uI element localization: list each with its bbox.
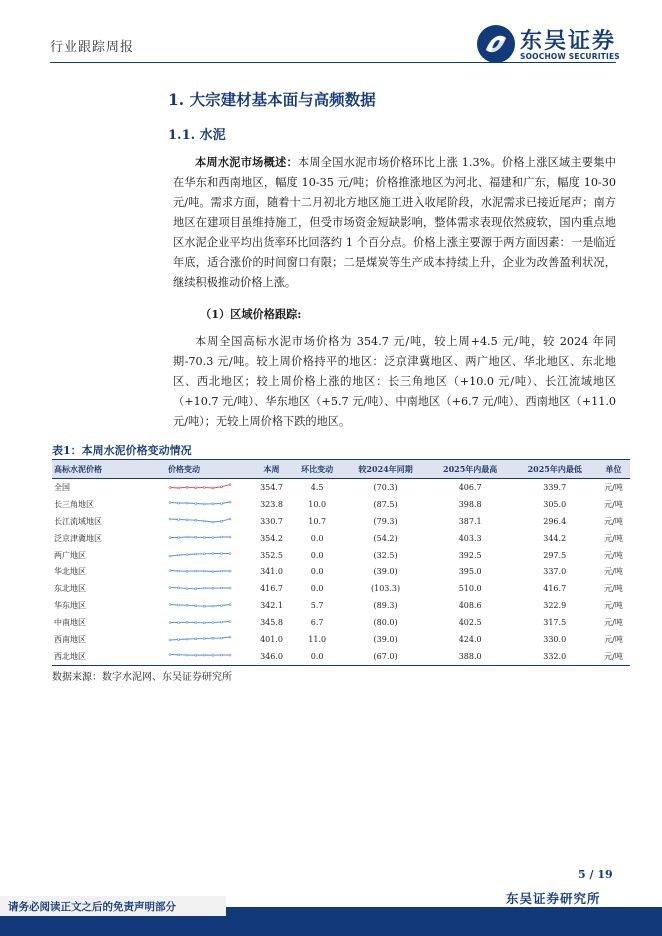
sparkline-point bbox=[220, 520, 222, 522]
wow-change: 0.0 bbox=[310, 567, 324, 577]
sparkline-point bbox=[169, 603, 171, 605]
wow-change: 10.0 bbox=[308, 499, 327, 509]
sparkline-point bbox=[195, 553, 197, 555]
sparkline-point bbox=[178, 487, 180, 489]
table-row bbox=[52, 648, 630, 665]
yoy-change: (79.3) bbox=[373, 516, 398, 526]
current-price: 401.0 bbox=[260, 634, 283, 644]
regional-price-paragraph: 本周全国高标水泥市场价格为 354.7 元/吨，较上周+4.5 元/吨，较 2024 年同期-70.3 元/吨。较上周价格持平的地区：泛京津冀地区、两广地区、华北地区、东北地区、西北地区；较上周价格上涨的地区：长三角地区（+10.0 元/吨）、长江流域地区（+10.7 元/吨）、华东地区（+5.7 元/吨）、中南地区（+6.7 元/吨）、西南地区（+11.0 元/吨）；无较上周价格下跌的地区。 bbox=[173, 335, 616, 428]
sparkline-point bbox=[169, 654, 171, 656]
sparkline-point bbox=[186, 536, 188, 538]
price-trend-sparkline bbox=[166, 631, 252, 648]
sparkline-point bbox=[178, 621, 180, 623]
header-cell: 单位 bbox=[597, 460, 630, 479]
sparkline-point bbox=[220, 637, 222, 639]
year-high: 403.3 bbox=[458, 533, 482, 543]
region-name: 东北地区 bbox=[54, 584, 86, 594]
year-low: 297.5 bbox=[543, 550, 567, 560]
year-high: 402.5 bbox=[458, 618, 482, 628]
region-name: 长三角地区 bbox=[54, 499, 94, 509]
unit: 元/吨 bbox=[604, 601, 623, 611]
sparkline-point bbox=[195, 570, 197, 572]
year-low: 344.2 bbox=[543, 533, 567, 543]
region-name: 泛京津冀地区 bbox=[54, 533, 102, 543]
sparkline-point bbox=[186, 487, 188, 489]
year-low: 305.0 bbox=[543, 499, 567, 509]
year-low: 416.7 bbox=[543, 584, 567, 594]
sparkline-chart bbox=[168, 566, 232, 576]
year-low: 317.5 bbox=[543, 618, 567, 628]
sparkline-point bbox=[229, 620, 231, 622]
sparkline-point bbox=[195, 604, 197, 606]
sparkline-point bbox=[203, 570, 205, 572]
price-trend-sparkline bbox=[166, 580, 252, 597]
sparkline-point bbox=[203, 638, 205, 640]
yoy-change: (103.3) bbox=[371, 584, 401, 594]
sparkline-point bbox=[212, 621, 214, 623]
sparkline-point bbox=[195, 588, 197, 590]
year-low: 330.0 bbox=[543, 634, 567, 644]
sparkline-point bbox=[178, 554, 180, 556]
sparkline-point bbox=[220, 503, 222, 505]
sparkline-point bbox=[203, 520, 205, 522]
sparkline-point bbox=[229, 587, 231, 589]
region-name: 中南地区 bbox=[54, 618, 86, 628]
year-high: 395.0 bbox=[458, 567, 482, 577]
year-low: 296.4 bbox=[543, 516, 567, 526]
year-low: 337.0 bbox=[543, 567, 567, 577]
header-cell: 2025年内最低 bbox=[512, 460, 597, 479]
yoy-change: (39.0) bbox=[373, 567, 398, 577]
yoy-change: (80.0) bbox=[373, 618, 398, 628]
year-low: 332.0 bbox=[512, 648, 597, 665]
current-price: 352.5 bbox=[260, 550, 283, 560]
header-cell: 高标水泥价格 bbox=[52, 460, 166, 479]
year-low: 322.9 bbox=[543, 601, 567, 611]
sparkline-point bbox=[203, 553, 205, 555]
sparkline-point bbox=[212, 503, 214, 505]
sparkline-point bbox=[203, 605, 205, 607]
year-high: 387.1 bbox=[458, 516, 482, 526]
market-overview-paragraph bbox=[173, 152, 616, 293]
sparkline-point bbox=[169, 586, 171, 588]
sparkline-point bbox=[186, 519, 188, 521]
year-high: 510.0 bbox=[458, 584, 482, 594]
sparkline-point bbox=[212, 570, 214, 572]
wow-change: 0.0 bbox=[291, 648, 343, 665]
sparkline-point bbox=[212, 537, 214, 539]
unit: 元/吨 bbox=[604, 567, 623, 577]
table-row bbox=[52, 496, 630, 513]
sparkline-point bbox=[195, 487, 197, 489]
current-price: 416.7 bbox=[260, 584, 283, 594]
sparkline-point bbox=[212, 605, 214, 607]
sparkline-chart bbox=[168, 532, 232, 542]
sparkline-point bbox=[203, 487, 205, 489]
sparkline-point bbox=[169, 518, 171, 520]
wow-change: 5.7 bbox=[310, 601, 324, 611]
wow-change: 4.5 bbox=[310, 482, 324, 492]
year-high: 424.0 bbox=[458, 634, 482, 644]
region-name: 长江流域地区 bbox=[54, 516, 102, 526]
current-price: 346.0 bbox=[252, 648, 291, 665]
table-row bbox=[52, 614, 630, 631]
sparkline-point bbox=[178, 654, 180, 656]
table-row bbox=[52, 479, 630, 496]
table-row bbox=[52, 530, 630, 547]
sparkline-point bbox=[220, 486, 222, 488]
unit: 元/吨 bbox=[604, 516, 623, 526]
sparkline-chart bbox=[168, 515, 232, 525]
table-caption: 表1：本周水泥价格变动情况 bbox=[52, 444, 192, 457]
sparkline-point bbox=[220, 536, 222, 538]
sparkline-point bbox=[220, 604, 222, 606]
footer-disclaimer: 请务必阅读正文之后的免责声明部分 bbox=[8, 901, 176, 913]
table-row bbox=[52, 547, 630, 564]
sparkline-point bbox=[229, 501, 231, 503]
paragraph-lead: 本周水泥市场概述： bbox=[195, 155, 298, 169]
sparkline-chart bbox=[168, 617, 232, 627]
year-high: 408.6 bbox=[458, 601, 482, 611]
sparkline-chart bbox=[168, 498, 232, 508]
price-trend-sparkline bbox=[166, 513, 252, 530]
footer-brand: 东吴证券研究所 bbox=[506, 891, 601, 906]
sparkline-point bbox=[178, 570, 180, 572]
table-row bbox=[52, 580, 630, 597]
sparkline-point bbox=[169, 621, 171, 623]
sparkline-point bbox=[212, 521, 214, 523]
company-logo bbox=[476, 22, 626, 66]
header-cell: 较2024年同期 bbox=[343, 460, 428, 479]
header-cell: 价格变动 bbox=[166, 460, 252, 479]
sparkline-point bbox=[220, 621, 222, 623]
sparkline-point bbox=[229, 636, 231, 638]
unit: 元/吨 bbox=[604, 634, 623, 644]
sparkline-chart bbox=[168, 583, 232, 593]
table-header-row bbox=[52, 460, 630, 479]
region-name: 西南地区 bbox=[54, 634, 86, 644]
sparkline-point bbox=[203, 537, 205, 539]
yoy-change: (87.5) bbox=[373, 499, 398, 509]
sparkline-point bbox=[169, 569, 171, 571]
unit: 元/吨 bbox=[604, 550, 623, 560]
yoy-change: (89.3) bbox=[373, 601, 398, 611]
table-row bbox=[52, 513, 630, 530]
sparkline-point bbox=[212, 587, 214, 589]
sparkline-point bbox=[195, 503, 197, 505]
sparkline-point bbox=[186, 502, 188, 504]
table-row bbox=[52, 631, 630, 648]
wow-change: 0.0 bbox=[310, 533, 324, 543]
wow-change: 11.0 bbox=[308, 634, 327, 644]
sparkline-point bbox=[186, 554, 188, 556]
sparkline-chart bbox=[168, 650, 232, 660]
sparkline-point bbox=[203, 621, 205, 623]
region-name: 西北地区 bbox=[52, 648, 166, 665]
yoy-change: (39.0) bbox=[373, 634, 398, 644]
price-trend-sparkline bbox=[166, 530, 252, 547]
unit: 元/吨 bbox=[604, 584, 623, 594]
sparkline-chart bbox=[168, 600, 232, 610]
table-body bbox=[52, 479, 630, 666]
sparkline-point bbox=[186, 654, 188, 656]
sparkline-point bbox=[169, 487, 171, 489]
sparkline-point bbox=[186, 621, 188, 623]
current-price: 323.8 bbox=[260, 499, 283, 509]
header-cell: 本周 bbox=[252, 460, 291, 479]
sparkline-point bbox=[229, 654, 231, 656]
subsection-heading: 1.1. 水泥 bbox=[168, 128, 226, 143]
region-name: 华东地区 bbox=[54, 601, 86, 611]
header-divider bbox=[50, 62, 616, 63]
report-category: 行业跟踪周报 bbox=[50, 40, 135, 55]
current-price: 342.1 bbox=[260, 601, 283, 611]
price-trend-sparkline bbox=[166, 547, 252, 564]
sparkline-point bbox=[195, 519, 197, 521]
sparkline-point bbox=[169, 502, 171, 504]
current-price: 345.8 bbox=[260, 618, 283, 628]
sparkline-point bbox=[178, 502, 180, 504]
sparkline-point bbox=[186, 570, 188, 572]
sparkline-point bbox=[212, 638, 214, 640]
unit: 元/吨 bbox=[604, 533, 623, 543]
unit: 元/吨 bbox=[604, 482, 623, 492]
yoy-change: (54.2) bbox=[373, 533, 398, 543]
current-price: 354.7 bbox=[260, 482, 283, 492]
sparkline-point bbox=[229, 518, 231, 520]
sparkline-point bbox=[169, 639, 171, 641]
sparkline-chart bbox=[168, 481, 232, 491]
year-high: 392.5 bbox=[458, 550, 482, 560]
year-low: 339.7 bbox=[543, 482, 567, 492]
sparkline-point bbox=[212, 487, 214, 489]
sparkline-point bbox=[195, 536, 197, 538]
unit: 元/吨 bbox=[604, 618, 623, 628]
sparkline-point bbox=[220, 553, 222, 555]
sparkline-point bbox=[229, 536, 231, 538]
regional-price-heading: （1）区域价格跟踪: bbox=[200, 307, 302, 321]
sparkline-point bbox=[178, 537, 180, 539]
sparkline-point bbox=[229, 570, 231, 572]
sparkline-point bbox=[195, 655, 197, 657]
sparkline-point bbox=[212, 655, 214, 657]
region-name: 两广地区 bbox=[54, 550, 86, 560]
paragraph-body: 本周全国水泥市场价格环比上涨 1.3%。价格上涨区域主要集中在华东和西南地区，幅度 10-35 元/吨；价格推涨地区为河北、福建和广东，幅度 10-30 元/吨。需求方面，随着十二月初北方地区施工进入收尾阶段，水泥需求已接近尾声；南方地区在建项目虽维持施工，但受市场资金短缺影响，整体需求表现依然疲软，国内重点地区水泥企业平均出货率环比回落约 1 个百分点。价格上涨主要源于两方面因素：一是临近年底，适合涨价的时间窗口有限；二是煤炭等生产成本持续上升，企业为改善盈利状况，继续积极推动价格上涨。 bbox=[173, 156, 616, 289]
wow-change: 0.0 bbox=[310, 550, 324, 560]
wow-change: 6.7 bbox=[310, 618, 324, 628]
year-high: 406.7 bbox=[458, 482, 482, 492]
sparkline-point bbox=[195, 621, 197, 623]
yoy-change: (70.3) bbox=[373, 482, 398, 492]
sparkline-point bbox=[212, 553, 214, 555]
sparkline-point bbox=[220, 654, 222, 656]
cement-price-table bbox=[52, 459, 630, 666]
logo-english-name: SOOCHOW SECURITIES bbox=[520, 52, 620, 61]
sparkline-point bbox=[203, 503, 205, 505]
sparkline-point bbox=[178, 604, 180, 606]
unit: 元/吨 bbox=[604, 499, 623, 509]
price-trend-sparkline bbox=[166, 614, 252, 631]
price-trend-sparkline bbox=[166, 496, 252, 513]
price-trend-sparkline bbox=[166, 563, 252, 580]
data-source-note: 数据来源：数字水泥网、东吴证券研究所 bbox=[52, 672, 232, 683]
sparkline-point bbox=[220, 587, 222, 589]
price-trend-sparkline bbox=[166, 479, 252, 496]
sparkline-point bbox=[186, 587, 188, 589]
sparkline-chart bbox=[168, 633, 232, 643]
sparkline-point bbox=[186, 638, 188, 640]
sparkline-point bbox=[195, 638, 197, 640]
sparkline-chart bbox=[168, 549, 232, 559]
sparkline-point bbox=[203, 654, 205, 656]
current-price: 354.2 bbox=[260, 533, 283, 543]
sparkline-point bbox=[169, 537, 171, 539]
year-high: 388.0 bbox=[428, 648, 513, 665]
logo-mark-icon bbox=[476, 24, 516, 64]
current-price: 341.0 bbox=[260, 567, 283, 577]
wow-change: 10.7 bbox=[308, 516, 327, 526]
price-trend-sparkline bbox=[166, 648, 252, 665]
wow-change: 0.0 bbox=[310, 584, 324, 594]
header-cell: 2025年内最高 bbox=[428, 460, 513, 479]
sparkline-point bbox=[169, 555, 171, 557]
logo-chinese-name: 东吴证券 bbox=[520, 29, 617, 54]
yoy-change: (32.5) bbox=[373, 550, 398, 560]
current-price: 330.7 bbox=[260, 516, 283, 526]
unit: 元/吨 bbox=[597, 648, 630, 665]
sparkline-point bbox=[229, 484, 231, 486]
table-row bbox=[52, 563, 630, 580]
table-row bbox=[52, 597, 630, 614]
sparkline-point bbox=[178, 587, 180, 589]
sparkline-point bbox=[229, 603, 231, 605]
sparkline-point bbox=[178, 639, 180, 641]
sparkline-point bbox=[178, 519, 180, 521]
sparkline-point bbox=[186, 604, 188, 606]
price-trend-sparkline bbox=[166, 597, 252, 614]
yoy-change: (67.0) bbox=[343, 648, 428, 665]
region-name: 全国 bbox=[54, 482, 70, 492]
page-number: 5 / 19 bbox=[578, 868, 613, 881]
section-heading: 1. 大宗建材基本面与高频数据 bbox=[168, 90, 376, 109]
year-high: 398.8 bbox=[458, 499, 482, 509]
region-name: 华北地区 bbox=[54, 567, 86, 577]
sparkline-point bbox=[229, 553, 231, 555]
header-cell: 环比变动 bbox=[291, 460, 343, 479]
sparkline-point bbox=[220, 570, 222, 572]
sparkline-point bbox=[203, 587, 205, 589]
